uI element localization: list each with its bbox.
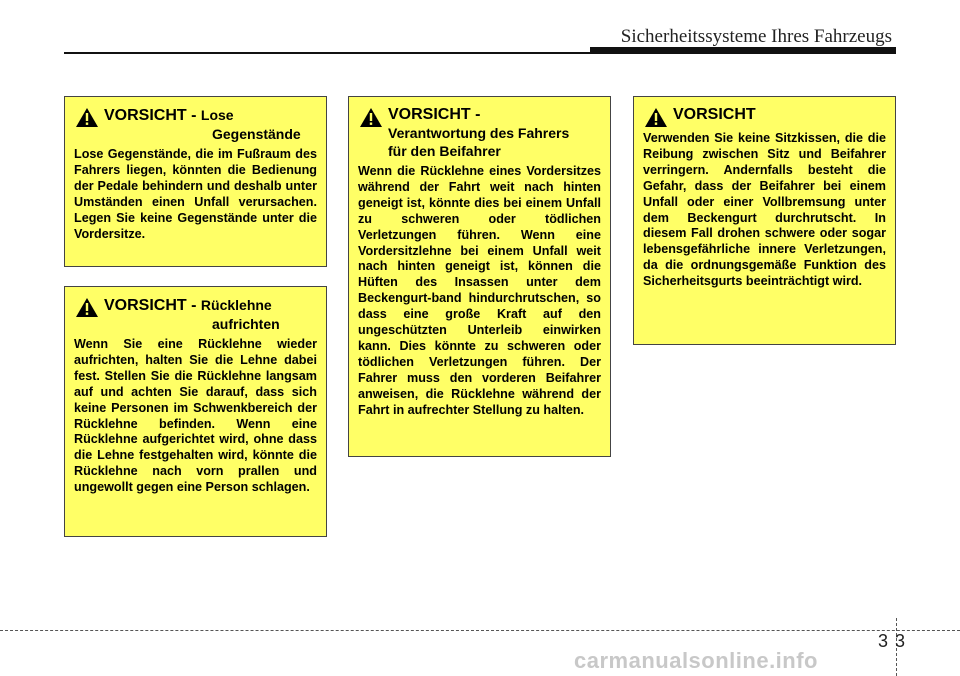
caution-body: Wenn die Rücklehne eines Vordersitzes während der Fahrt weit nach hinten geneigt ist, könnte dies bei einem Unfall zu schweren oder tödlichen Verletzungen führen. Wenn eine Vordersitzlehne bei einem Unfall weit nach hinten geneigt ist, können die Hüften des Insassen unter dem Beckengurt-band hindurchrutschen, so dass eine große Kraft auf den ungeschützten Unterleib einwirken kann. Dies könnte zu schweren oder tödlichen Verletzungen führen. Der Fahrer muss den vorderen Beifahrer anweisen, die Rücklehne während der Fahrt in aufrechter Stellung zu halten. xyxy=(358,164,601,417)
caution-label: VORSICHT - xyxy=(104,107,197,124)
watermark: carmanualsonline.info xyxy=(574,648,818,673)
page-number: 3 3 xyxy=(878,631,907,651)
caution-subtitle-cont: Gegenstände xyxy=(212,126,301,142)
caution-box-driver-responsibility xyxy=(348,96,611,457)
caution-subtitle: Verantwortung des Fahrers xyxy=(388,125,570,141)
caution-box-backrest xyxy=(64,286,327,537)
caution-body: Wenn Sie eine Rücklehne wieder aufrichten, halten Sie die Lehne dabei fest. Stellen Sie die Rücklehne langsam auf und achten Sie darauf, dass sich keine Personen im Schwenkbereich der Rücklehne befinden. Wenn eine Rücklehne aufgerichtet wird, ohne dass die Lehne festgehalten wird, könnte die Rücklehne nach vorn prallen und ungewollt gegen eine Person schlagen. xyxy=(74,337,317,495)
caution-label: VORSICHT - xyxy=(388,106,481,123)
caution-box-loose-objects xyxy=(64,96,327,267)
caution-label: VORSICHT xyxy=(673,106,756,123)
caution-subtitle-cont: für den Beifahrer xyxy=(388,143,501,159)
caution-subtitle: Rücklehne xyxy=(200,297,272,313)
caution-box-seat-cushions xyxy=(633,96,896,345)
caution-subtitle: Lose xyxy=(200,107,234,123)
caution-heading xyxy=(74,106,317,143)
warning-triangle-icon xyxy=(360,108,382,127)
footer-rule xyxy=(0,630,960,631)
caution-label: VORSICHT - xyxy=(104,297,197,314)
warning-triangle-icon xyxy=(76,298,98,317)
caution-subtitle-cont: aufrichten xyxy=(212,316,280,332)
caution-heading xyxy=(74,296,317,333)
header-rule-accent xyxy=(590,47,896,54)
caution-heading xyxy=(643,106,886,127)
section-title: Sicherheitssysteme Ihres Fahrzeugs xyxy=(620,26,892,47)
caution-body: Lose Gegenstände, die im Fußraum des Fahrers liegen, könnten die Bedienung der Pedale behindern und deshalb unter Umständen einen Unfall verursachen. Legen Sie keine Gegenstände unter die Vordersitze. xyxy=(74,147,317,241)
caution-body: Verwenden Sie keine Sitzkissen, die die Reibung zwischen Sitz und Beifahrer verringern. Andernfalls besteht die Gefahr, dass der Beifahrer bei einem Unfall oder einer Vollbremsung unter dem Beckengurt durchrutscht. In diesem Fall drohen schwere oder sogar lebensgefährliche innere Verletzungen, da die ordnungsgemäße Funktion des Sicherheitsgurts beeinträchtigt wird. xyxy=(643,131,886,289)
header-rule xyxy=(64,52,590,54)
caution-heading xyxy=(358,106,601,160)
warning-triangle-icon xyxy=(645,108,667,127)
warning-triangle-icon xyxy=(76,108,98,127)
